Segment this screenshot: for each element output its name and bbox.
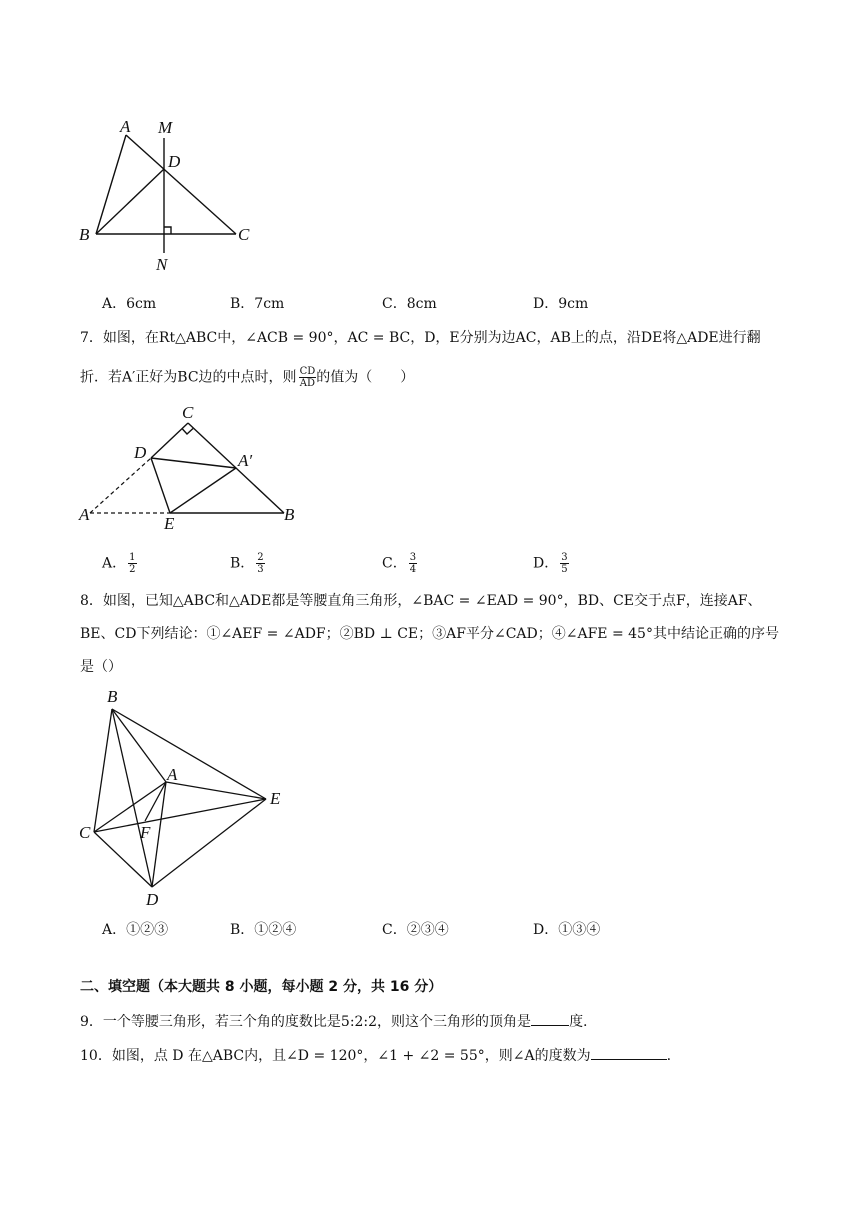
label-d: D [168,152,181,171]
fraction-denominator: 2 [129,564,136,575]
option-letter: B． [230,296,255,312]
q6-option-c[interactable] [382,294,437,314]
label-b: B [79,225,90,244]
q7-option-b[interactable] [230,552,265,575]
q8-option-b[interactable] [230,920,296,940]
right-angle-mark [182,429,193,435]
option-text: 7cm [254,296,285,312]
q9-text-post: 度. [569,1014,588,1030]
label-c: C [238,225,250,244]
option-letter: C． [382,922,407,938]
q7-fraction [299,366,317,389]
segment-de [151,458,170,513]
q7-option-a[interactable] [102,552,137,575]
label-c: C [79,823,91,842]
q9 [80,1011,588,1032]
label-a-prime: A′ [238,451,253,470]
label-n: N [156,255,168,274]
option-text: ②③④ [406,922,449,938]
q10-text: 10．如图，点 D 在△ABC内，且∠D = 120°，∠1 + ∠2 = 55°，则∠A的度数为 [80,1048,591,1064]
fraction-denominator: 4 [409,564,417,575]
option-text: 9cm [558,296,589,312]
label-d: D [134,443,147,462]
q8-line1: 8．如图，已知△ABC和△ADE都是等腰直角三角形，∠BAC = ∠EAD = 90°，BD、CE交于点F，连接AF、 [80,593,762,609]
option-letter: D． [533,296,559,312]
q7-option-c[interactable] [382,552,417,575]
option-text: ①③④ [558,922,601,938]
segment-ce [94,799,266,832]
label-a: A [167,765,178,784]
fraction-numerator: 3 [409,552,417,563]
q10-text-post: . [666,1048,672,1064]
q10 [80,1045,671,1066]
option-fraction [128,552,136,575]
option-letter: B． [230,922,255,938]
option-letter: D． [533,555,559,572]
label-b: B [107,687,118,706]
q7-line2-post: 的值为（ ） [316,369,415,386]
q7-option-d[interactable] [533,552,569,575]
segment-bc [94,709,112,832]
fraction-denominator: 3 [257,564,264,575]
option-letter: C． [382,296,407,312]
segment-de [152,799,266,887]
figure-q6 [70,110,270,280]
q8-line3: 是（） [80,659,122,675]
option-text: 6cm [126,296,157,312]
right-angle-mark [164,227,171,234]
fraction-denominator: AD [299,378,316,389]
segment-ad [152,782,166,887]
option-letter: A． [102,296,127,312]
q8-line2: BE、CD下列结论：①∠AEF = ∠ADF；②BD ⊥ CE；③AF平分∠CAD；④∠AFE = 45°其中结论正确的序号 [80,626,779,642]
option-fraction [409,552,417,575]
q9-text: 9．一个等腰三角形，若三个角的度数比是5:2:2，则这个三角形的顶角是 [80,1014,532,1030]
option-letter: B． [230,555,255,572]
label-a: A [79,505,90,524]
fraction-numerator: 3 [561,552,568,563]
label-a: A [120,117,131,136]
fraction-denominator: 5 [561,564,568,575]
q7-line1: 7．如图，在Rt△ABC中，∠ACB = 90°，AC = BC，D，E分别为边AC，AB上的点，沿DE将△ADE进行翻 [80,330,761,346]
q6-option-b[interactable] [230,294,284,314]
option-letter: A． [102,555,127,572]
fraction-numerator: 1 [129,552,136,563]
section-heading: 二、填空题（本大题共 8 小题，每小题 2 分，共 16 分） [80,979,443,995]
label-e: E [270,789,281,808]
segment-ac [126,135,236,234]
option-letter: D． [533,922,559,938]
option-letter: C． [382,555,407,572]
option-letter: A． [102,922,127,938]
fraction-numerator: 2 [257,552,264,563]
label-e: E [164,514,175,533]
q8-option-c[interactable] [382,920,449,940]
label-f: F [140,823,151,842]
figure-q7 [70,398,310,538]
label-b: B [284,505,295,524]
q7-line2 [80,366,414,389]
segment-ea2 [170,468,236,513]
q9-answer-blank[interactable] [531,1011,569,1026]
q6-option-a[interactable] [102,294,156,314]
option-text: ①②③ [126,922,169,938]
label-m: M [158,118,173,137]
q8-option-d[interactable] [533,920,600,940]
segment-da2 [151,458,236,468]
q8-option-a[interactable] [102,920,168,940]
option-text: 8cm [406,296,437,312]
fraction-numerator: CD [299,366,316,377]
q7-line2-pre: 折．若A′正好为BC边的中点时，则 [80,369,297,386]
option-fraction [256,552,264,575]
q6-option-d[interactable] [533,294,588,314]
label-d: D [146,890,159,909]
figure-q8 [70,684,300,914]
option-fraction [560,552,568,575]
dashed-ad [90,458,151,513]
label-c: C [182,403,194,422]
option-text: ①②④ [254,922,297,938]
q10-answer-blank[interactable] [591,1045,667,1060]
